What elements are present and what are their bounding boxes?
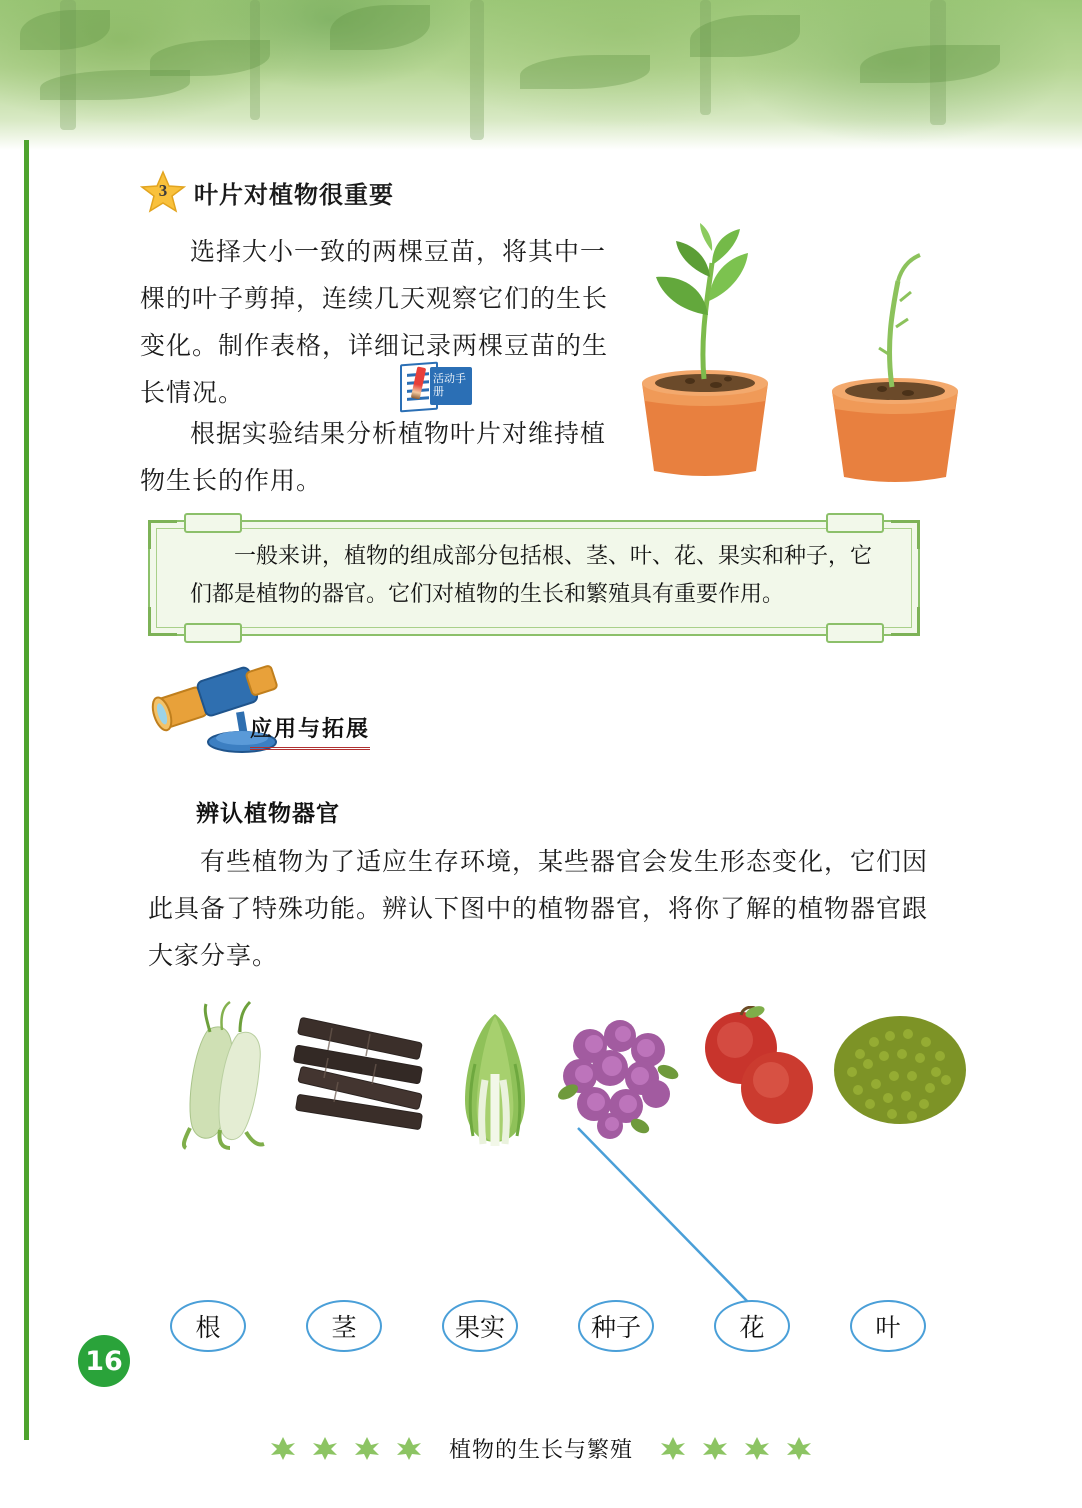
page-header-banner xyxy=(0,0,1082,150)
subsection-heading: 辨认植物器官 xyxy=(196,801,340,827)
leaf-icon xyxy=(743,1435,771,1461)
organ-option-root[interactable]: 根 xyxy=(170,1300,246,1352)
activity-paragraph-2: 根据实验结果分析植物叶片对维持植物生长的作用。 xyxy=(140,419,607,495)
leaf-icon xyxy=(269,1435,297,1461)
pot-right xyxy=(832,255,958,482)
section-number: 3 xyxy=(158,180,168,200)
leaf-icon xyxy=(311,1435,339,1461)
organ-option-flower[interactable]: 花 xyxy=(714,1300,790,1352)
footer-title: 植物的生长与繁殖 xyxy=(448,1437,633,1463)
mungbean-photo xyxy=(830,1006,970,1141)
organ-option-row xyxy=(150,1300,950,1364)
organ-option-fruit[interactable]: 果实 xyxy=(442,1300,518,1352)
pot-left xyxy=(642,223,768,476)
page-footer xyxy=(0,1420,1082,1476)
organ-option-leaf[interactable]: 叶 xyxy=(850,1300,926,1352)
section-heading xyxy=(140,170,394,214)
leaf-icon xyxy=(659,1435,687,1461)
leaf-icon xyxy=(353,1435,381,1461)
seedling-experiment-illustration xyxy=(620,215,990,495)
apply-extend-label: 应用与拓展 xyxy=(250,712,370,750)
radish-photo xyxy=(160,1000,300,1155)
answer-connector-line xyxy=(560,1120,800,1330)
organ-option-seed[interactable]: 种子 xyxy=(578,1300,654,1352)
activity-booklet-icon xyxy=(400,363,472,411)
activity-paragraph-1: 选择大小一致的两棵豆苗，将其中一棵的叶子剪掉，连续几天观察它们的生长变化。制作表格，详细记录两棵豆苗的生长情况。 xyxy=(140,237,609,407)
star-bullet-icon xyxy=(140,170,186,214)
apply-paragraph: 有些植物为了适应生存环境，某些器官会发生形态变化，它们因此具备了特殊功能。辨认下图中的植物器官，将你了解的植物器官跟大家分享。 xyxy=(148,847,929,970)
concept-callout-box xyxy=(148,520,920,636)
concept-callout-text: 一般来讲，植物的组成部分包括根、茎、叶、花、果实和种子，它们都是植物的器官。它们对植物的生长和繁殖具有重要作用。 xyxy=(190,544,873,607)
leaf-icon xyxy=(395,1435,423,1461)
page-number-badge: 16 xyxy=(78,1335,130,1387)
organ-option-stem[interactable]: 茎 xyxy=(306,1300,382,1352)
section-title: 叶片对植物很重要 xyxy=(194,180,394,209)
activity-booklet-label: 活动手册 xyxy=(430,367,472,405)
leaf-icon xyxy=(785,1435,813,1461)
specimen-photo-row xyxy=(150,1000,940,1150)
sugarcane-photo xyxy=(292,1014,432,1149)
bokchoy-photo xyxy=(435,1004,555,1154)
apple-photo xyxy=(695,1006,820,1136)
leaf-icon xyxy=(701,1435,729,1461)
left-margin-rule xyxy=(24,140,29,1440)
